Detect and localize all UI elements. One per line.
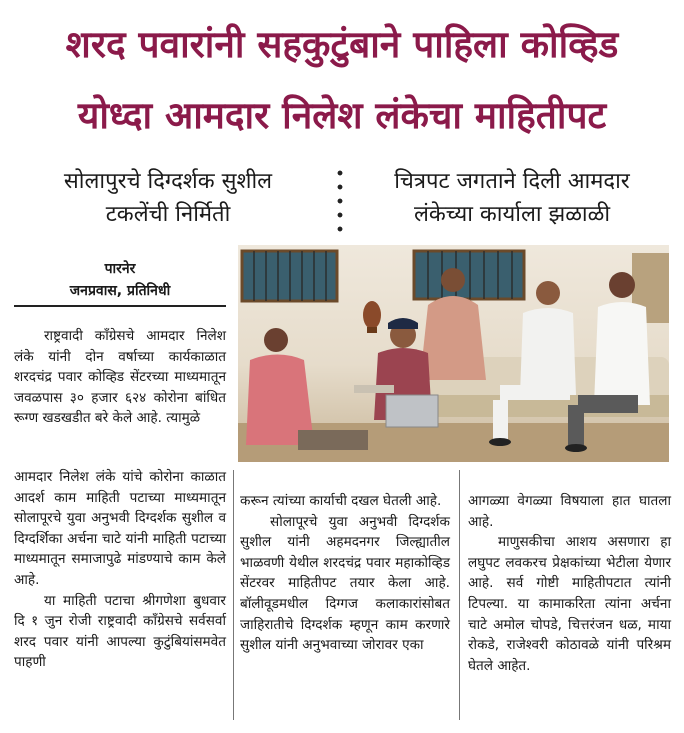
dateline-rule bbox=[14, 305, 226, 307]
dateline-agency: जनप्रवास, प्रतिनिधी bbox=[69, 283, 171, 299]
paragraph: आगळ्या वेगळ्या विषयाला हात घातला आहे. bbox=[468, 493, 671, 530]
headline-line-2: योध्दा आमदार निलेश लंकेचा माहितीपट bbox=[77, 94, 607, 137]
article-column-3 bbox=[468, 491, 671, 676]
subheading-divider bbox=[337, 166, 343, 234]
subheading-right-line-1: चित्रपट जगताने दिली आमदार bbox=[394, 169, 630, 194]
subheading-left bbox=[18, 165, 318, 231]
column-separator bbox=[233, 470, 234, 720]
paragraph: राष्ट्रवादी काँग्रेसचे आमदार निलेश लंके यांनी दोन वर्षाच्या कार्यकाळात शरदचंद्र पवार कोव्हिड सेंटरच्या माध्यमातून जवळपास ३० हजार ६२४ कोरोना बांधित रूग्ण खडखडीत बरे केले आहे. त्यामुळे bbox=[14, 328, 226, 427]
subheading-left-line-1: सोलापुरचे दिग्दर्शक सुशील bbox=[63, 169, 273, 194]
column-separator bbox=[459, 470, 460, 720]
paragraph: सोलापूरचे युवा अनुभवी दिग्दर्शक सुशील यांनी अहमदनगर जिल्ह्यातील भाळवणी येथील शरदचंद्र पवार महाकोव्हिड सेंटरवर माहितीपट तयार केला आहे. बॉलीवूडमधील दिग्गज कलाकारांसोबत जाहिरातीचे दिग्दर्शक म्हणून काम करणारे सुशील यांनी अनुभवाच्या जोरावर एका bbox=[240, 513, 450, 654]
paragraph: माणुसकीचा आशय असणारा हा लघुपट लवकरच प्रेक्षकांच्या भेटीला येणार आहे. सर्व गोष्टी माहितीपटात त्यांनी टिपल्या. या कामाकरिता त्यांना अर्चना चाटे अमोल चोपडे, चित्तरंजन धळ, माया रोकडे, राजेश्वरी कोठावळे यांनी परिश्रम घेतले आहेत. bbox=[468, 534, 671, 674]
paragraph: करून त्यांच्या कार्याची दखल घेतली आहे. bbox=[240, 493, 442, 509]
subheading-left-line-2: टकलेंची निर्मिती bbox=[105, 202, 231, 227]
subheading-right-line-2: लंकेच्या कार्याला झळाळी bbox=[413, 202, 611, 227]
photo-illustration bbox=[238, 245, 669, 462]
news-photo bbox=[238, 245, 669, 462]
article-column-2 bbox=[240, 491, 450, 656]
paragraph: या माहिती पटाचा श्रीगणेशा बुधवार दि १ जुन रोजी राष्ट्रवादी कॉंग्रेसचे सर्वसर्वा शरद पवार यांनी आपल्या कुटुंबियांसमवेत पाहणी bbox=[14, 592, 226, 671]
article-column-1 bbox=[14, 467, 226, 673]
subheading-right bbox=[362, 165, 662, 231]
paragraph: आमदार निलेश लंके यांचे कोरोना काळात आदर्श काम माहिती पटाच्या माध्यमातून सोलापूरचे युवा अनुभवी दिग्दर्शक सुशील व दिग्दर्शिका अर्चना चाटे यांनी माहिती पटाच्या माध्यमातून समाजापुढे मांडण्याचे काम केले आहे. bbox=[14, 469, 226, 588]
dateline-place: पारनेर bbox=[104, 261, 136, 277]
headline-line-1: शरद पवारांनी सहकुटुंबाने पाहिला कोव्हिड bbox=[65, 23, 619, 66]
article-column-1-top bbox=[14, 326, 226, 429]
